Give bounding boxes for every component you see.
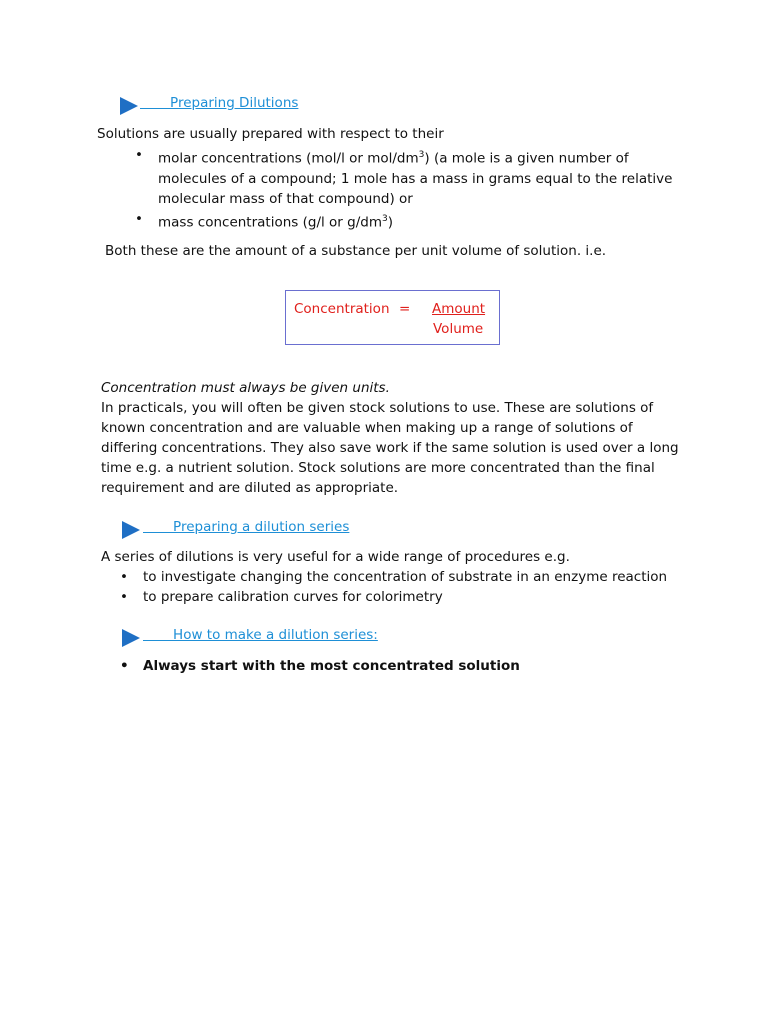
list-item: • Always start with the most concentrated solution (143, 656, 703, 676)
section-heading-dilution-series: Preparing a dilution series (143, 519, 350, 535)
triangle-arrow-icon (118, 95, 140, 117)
list-item: • molar concentrations (mol/l or mol/$dm^3$) (a mole is a given number of molecules of a compound; 1 mole has a mass in grams equal to the relative molecular mass of that compound) or (158, 145, 693, 209)
both-text: Both these are the amount of a substance per unit volume of solution. i.e. (105, 243, 607, 259)
triangle-arrow-icon (120, 519, 142, 541)
triangle-arrow-icon (120, 627, 142, 649)
units-note: Concentration must always be given units. (101, 380, 390, 396)
list-item: • to investigate changing the concentration of substrate in an enzyme reaction (143, 567, 703, 587)
how-to-list (143, 656, 703, 676)
concentration-equation-box (285, 290, 500, 345)
dilution-series-intro: A series of dilutions is very useful for a wide range of procedures e.g. (101, 549, 570, 565)
equation-numerator: Amount (432, 301, 486, 317)
procedures-list (143, 567, 703, 607)
equation-lhs: Concentration (294, 301, 390, 317)
list-item: • mass concentrations (g/l or $g/dm^3$) (158, 209, 693, 233)
section-heading-preparing-dilutions: Preparing Dilutions (140, 95, 299, 111)
equation-equals: = (399, 301, 411, 317)
stock-solutions-paragraph: In practicals, you will often be given stock solutions to use. These are solutions of known concentration and are valuable when making up a range of solutions of differing concentrations. They also save work if the same solution is used over a long time e.g. a nutrient solution. Stock solutions are more concentrated than the final requirement and are diluted as appropriate. (101, 400, 679, 496)
equation-denominator: Volume (433, 321, 484, 337)
list-item: • to prepare calibration curves for colorimetry (143, 587, 703, 607)
intro-text: Solutions are usually prepared with respect to their (97, 126, 444, 142)
concentration-types-list (158, 145, 693, 232)
section-heading-how-to-make: How to make a dilution series: (143, 627, 378, 643)
